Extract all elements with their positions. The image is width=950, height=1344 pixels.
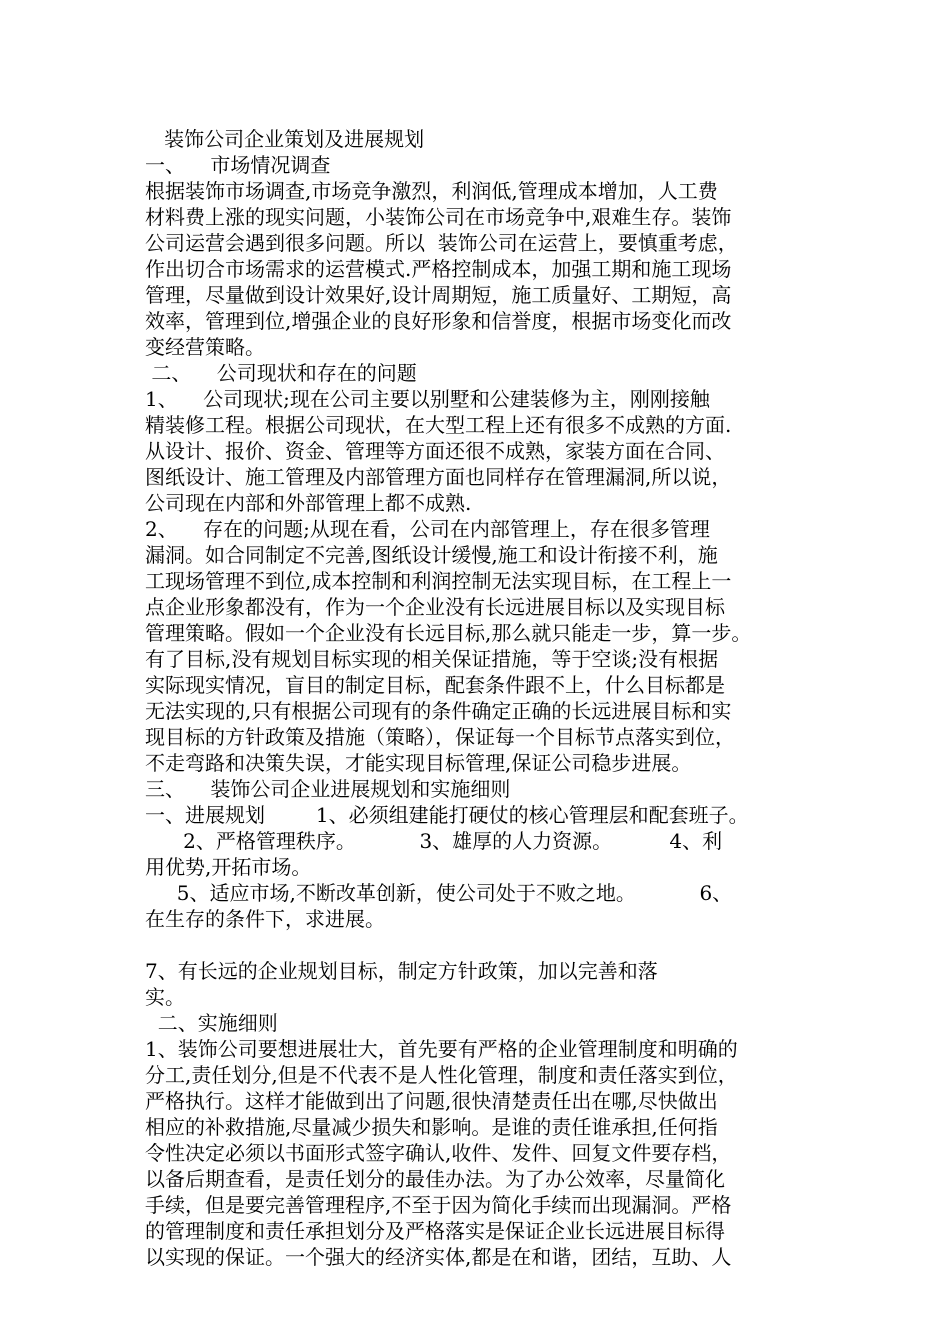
text-line: 公司运营会遇到很多问题。所以 装饰公司在运营上，要慎重考虑， <box>145 231 738 255</box>
text-line: 点企业形象都没有，作为一个企业没有长远进展目标以及实现目标 <box>145 595 725 619</box>
text-line: 实际现实情况，盲目的制定目标，配套条件跟不上，什么目标都是 <box>145 673 725 697</box>
text-line: 一、进展规划 1、必须组建能打硬仗的核心管理层和配套班子。 <box>145 803 749 827</box>
text-line: 以实现的保证。一个强大的经济实体,都是在和谐，团结，互助、人 <box>145 1245 732 1269</box>
text-line: 作出切合市场需求的运营模式.严格控制成本，加强工期和施工现场 <box>145 257 732 281</box>
text-line: 图纸设计、施工管理及内部管理方面也同样存在管理漏洞,所以说， <box>145 465 732 489</box>
text-line: 工现场管理不到位,成本控制和利润控制无法实现目标，在工程上一 <box>145 569 732 593</box>
text-line: 材料费上涨的现实问题，小装饰公司在市场竞争中,艰难生存。装饰 <box>145 205 732 229</box>
document-body <box>145 126 815 1270</box>
text-line: 严格执行。这样才能做到出了问题,很快清楚责任出在哪,尽快做出 <box>145 1089 718 1113</box>
text-line: 实。 <box>145 985 185 1009</box>
text-line: 5、适应市场,不断改革创新，使公司处于不败之地。 6、 <box>145 881 733 905</box>
text-line: 公司现在内部和外部管理上都不成熟. <box>145 491 472 515</box>
text-line: 变经营策略。 <box>145 335 265 359</box>
text-line: 从设计、报价、资金、管理等方面还很不成熟，家装方面在合同、 <box>145 439 725 463</box>
text-line: 一、 市场情况调查 <box>145 153 331 177</box>
text-line: 手续，但是要完善管理程序,不至于因为简化手续而出现漏洞。严格 <box>145 1193 732 1217</box>
text-line: 2、严格管理秩序。 3、雄厚的人力资源。 4、利 <box>145 829 723 853</box>
text-line: 在生存的条件下，求进展。 <box>145 907 385 931</box>
text-line: 二、 公司现状和存在的问题 <box>145 361 417 385</box>
text-line: 用优势,开拓市场。 <box>145 855 312 879</box>
text-line: 2、 存在的问题;从现在看，公司在内部管理上，存在很多管理 <box>145 517 710 541</box>
text-line: 分工,责任划分,但是不代表不是人性化管理，制度和责任落实到位， <box>145 1063 738 1087</box>
text-line: 无法实现的,只有根据公司现有的条件确定正确的长远进展目标和实 <box>145 699 732 723</box>
text-line: 的管理制度和责任承担划分及严格落实是保证企业长远进展目标得 <box>145 1219 725 1243</box>
text-line: 二、实施细则 <box>145 1011 278 1035</box>
text-line: 令性决定必须以书面形式签字确认,收件、发件、回复文件要存档， <box>145 1141 732 1165</box>
text-line: 有了目标,没有规划目标实现的相关保证措施，等于空谈;没有根据 <box>145 647 719 671</box>
text-line: 不走弯路和决策失误，才能实现目标管理,保证公司稳步进展。 <box>145 751 692 775</box>
text-line: 现目标的方针政策及措施（策略），保证每一个目标节点落实到位， <box>145 725 735 749</box>
text-line: 1、 公司现状;现在公司主要以别墅和公建装修为主，刚刚接触 <box>145 387 710 411</box>
text-line: 相应的补救措施,尽量减少损失和影响。是谁的责任谁承担,任何指 <box>145 1115 718 1139</box>
text-line: 装饰公司企业策划及进展规划 <box>145 127 425 151</box>
text-line: 管理策略。假如一个企业没有长远目标,那么就只能走一步，算一步。 <box>145 621 752 645</box>
blank-line <box>145 932 815 958</box>
text-line: 7、有长远的企业规划目标，制定方针政策，加以完善和落 <box>145 959 658 983</box>
text-line: 管理，尽量做到设计效果好,设计周期短，施工质量好、工期短，高 <box>145 283 732 307</box>
text-line: 1、装饰公司要想进展壮大，首先要有严格的企业管理制度和明确的 <box>145 1037 738 1061</box>
text-line: 漏洞。如合同制定不完善,图纸设计缓慢,施工和设计衔接不利，施 <box>145 543 718 567</box>
text-line: 根据装饰市场调查,市场竞争激烈，利润低,管理成本增加，人工费 <box>145 179 718 203</box>
text-line: 三、 装饰公司企业进展规划和实施细则 <box>145 777 511 801</box>
text-line: 精装修工程。根据公司现状，在大型工程上还有很多不成熟的方面. <box>145 413 732 437</box>
text-line: 以备后期查看，是责任划分的最佳办法。为了办公效率，尽量简化 <box>145 1167 725 1191</box>
text-line: 效率，管理到位,增强企业的良好形象和信誉度，根据市场变化而改 <box>145 309 732 333</box>
